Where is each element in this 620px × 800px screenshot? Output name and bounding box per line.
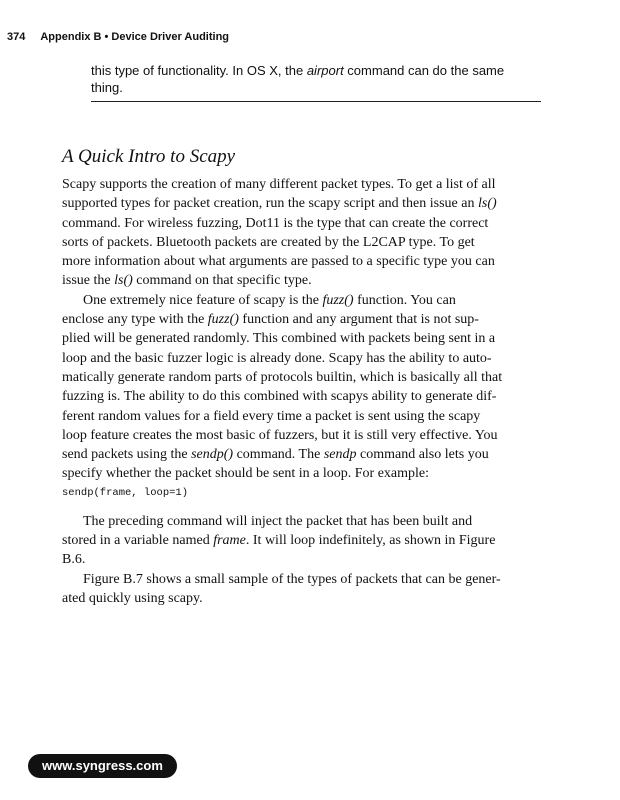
inline-variable: frame	[213, 533, 246, 549]
text: enclose any type with the	[62, 312, 208, 328]
text-line: plied will be generated randomly. This combined with packets being sent in a	[62, 331, 496, 347]
text: function. You can	[353, 292, 456, 308]
running-header	[7, 31, 229, 43]
text: One extremely nice feature of scapy is the	[83, 292, 323, 308]
text: command also lets you	[356, 447, 489, 463]
text-line: Figure B.7 shows a small sample of the types of packets that can be gener-	[83, 571, 501, 587]
inline-command: fuzz()	[322, 292, 354, 308]
text-line: ferent random values for a field every time a packet is sent using the scapy	[62, 408, 481, 424]
code-example: sendp(frame, loop=1)	[62, 486, 189, 499]
page-number: 374	[7, 31, 26, 43]
text: send packets using the	[62, 447, 192, 463]
text: command on that specific type.	[132, 273, 312, 289]
text-line: matically generate random parts of protocols builtin, which is basically all that	[62, 369, 503, 385]
text-line: sorts of packets. Bluetooth packets are created by the L2CAP type. To get	[62, 234, 475, 250]
text-line	[62, 445, 542, 464]
note-command: airport	[306, 63, 344, 78]
text-line	[62, 310, 542, 329]
note-text: this type of functionality. In OS X, the	[91, 63, 307, 78]
inline-command: ls()	[114, 273, 133, 289]
inline-command: sendp	[323, 447, 357, 463]
footer-url-badge[interactable]: www.syngress.com	[28, 754, 177, 778]
text: supported types for packet creation, run the scapy script and then issue an	[62, 196, 478, 212]
continued-note	[91, 62, 543, 96]
note-divider	[91, 101, 541, 102]
text-line: more information about what arguments are passed to a specific type you can	[62, 254, 495, 270]
body-text	[62, 175, 542, 608]
text-line: B.6.	[62, 552, 86, 568]
note-text: command can do the same	[343, 63, 505, 78]
text-line	[62, 194, 542, 213]
text-line	[62, 271, 542, 290]
inline-command: fuzz()	[207, 312, 239, 328]
section-title: A Quick Intro to Scapy	[62, 146, 236, 167]
text-line: ated quickly using scapy.	[62, 590, 203, 606]
inline-command: sendp()	[191, 447, 234, 463]
inline-command: ls()	[477, 196, 497, 212]
text: . It will loop indefinitely, as shown in Figure	[245, 533, 496, 549]
text-line: fuzzing is. The ability to do this combined with scapys ability to generate dif-	[62, 389, 497, 405]
text-line	[62, 291, 542, 310]
text: issue the	[62, 273, 115, 289]
text: function and any argument that is not sup-	[238, 312, 479, 328]
text: command. The	[233, 447, 324, 463]
text-line: specify whether the packet should be sent in a loop. For example:	[62, 466, 430, 482]
note-line: thing.	[91, 80, 123, 95]
running-title: Appendix B • Device Driver Auditing	[40, 31, 230, 43]
text-line	[62, 531, 542, 550]
text-line: The preceding command will inject the packet that has been built and	[83, 513, 473, 529]
text-line: command. For wireless fuzzing, Dot11 is the type that can create the correct	[62, 215, 489, 231]
text-line: Scapy supports the creation of many different packet types. To get a list of all	[62, 177, 496, 192]
note-line	[91, 62, 543, 79]
text: stored in a variable named	[62, 533, 214, 549]
text-line: loop and the basic fuzzer logic is already done. Scapy has the ability to auto-	[62, 350, 492, 366]
text-line: loop feature creates the most basic of fuzzers, but it is still very effective. You	[62, 427, 498, 443]
